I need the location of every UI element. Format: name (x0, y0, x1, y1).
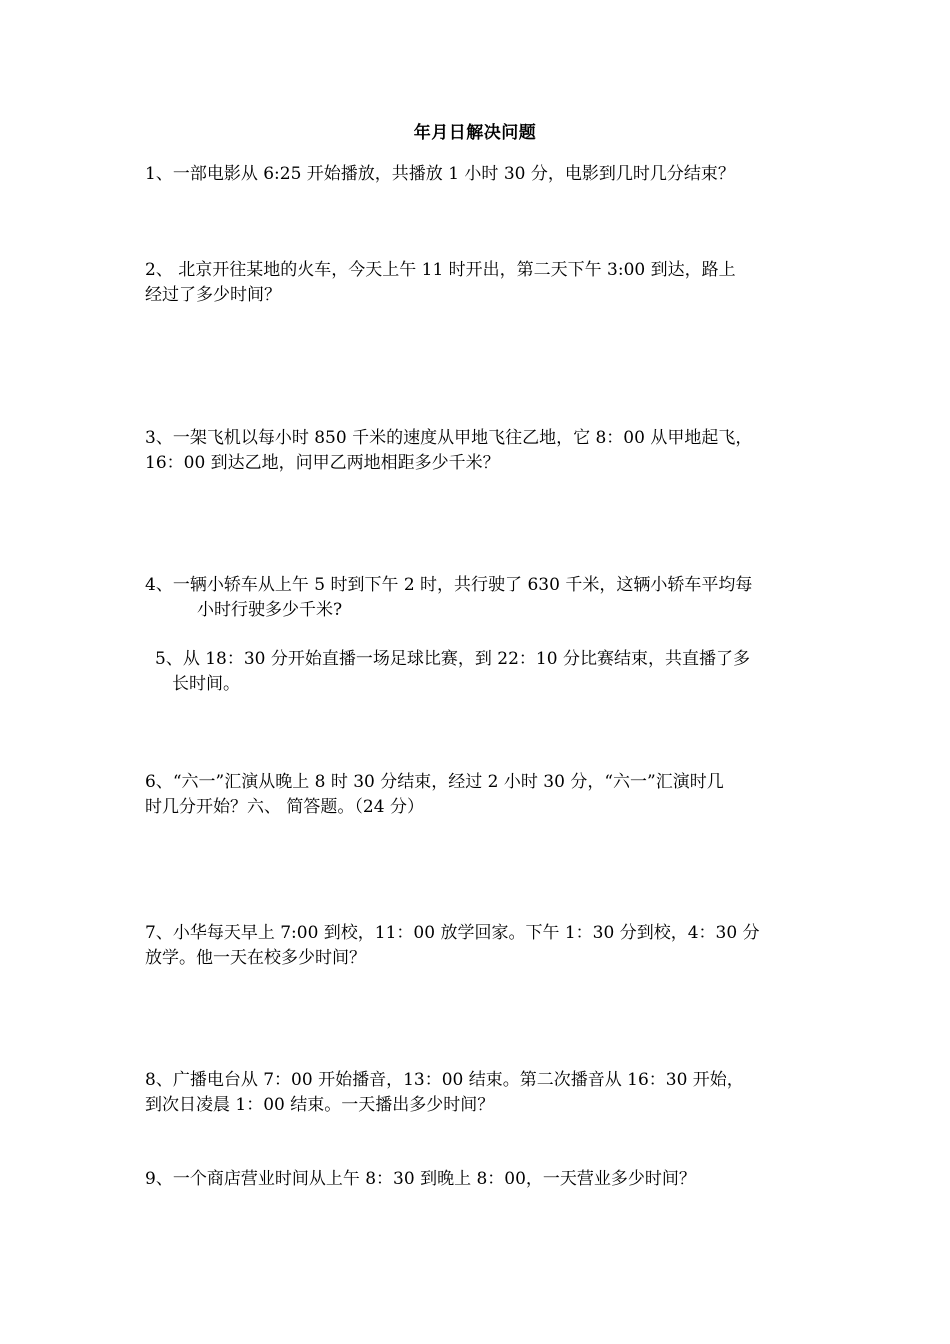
question-5 (155, 647, 750, 697)
question-9-line-1: 9、一个商店营业时间从上午 8：30 到晚上 8：00，一天营业多少时间？ (145, 1169, 696, 1189)
page-title: 年月日解决问题 (413, 123, 537, 143)
question-4 (145, 573, 752, 623)
question-5-line-2: 长时间。 (172, 674, 240, 694)
question-2-line-2: 经过了多少时间？ (145, 285, 281, 305)
question-3-line-2: 16：00 到达乙地，问甲乙两地相距多少千米？ (145, 453, 500, 473)
question-2-line-1: 2、 北京开往某地的火车，今天上午 11 时开出，第二天下午 3:00 到达，路上 (145, 260, 736, 280)
question-8-line-2: 到次日凌晨 1：00 结束。一天播出多少时间？ (145, 1095, 495, 1115)
question-7-line-1: 7、小华每天早上 7:00 到校，11：00 放学回家。下午 1：30 分到校，4：30 分 (145, 923, 760, 943)
question-1-line-1: 1、一部电影从 6:25 开始播放，共播放 1 小时 30 分，电影到几时几分结束？ (145, 164, 735, 184)
question-3 (145, 426, 752, 476)
question-2 (145, 258, 736, 308)
question-3-line-1: 3、一架飞机以每小时 850 千米的速度从甲地飞往乙地，它 8：00 从甲地起飞， (145, 428, 753, 448)
question-7 (145, 921, 760, 971)
question-6-line-2: 时几分开始？六、 简答题。（24 分） (145, 797, 424, 817)
question-9 (145, 1167, 696, 1192)
question-5-line-1: 5、从 18：30 分开始直播一场足球比赛，到 22：10 分比赛结束，共直播了多 (155, 649, 750, 669)
question-8 (145, 1068, 744, 1118)
question-1 (145, 162, 735, 187)
question-4-line-2: 小时行驶多少千米? (197, 600, 343, 620)
question-8-line-1: 8、广播电台从 7：00 开始播音，13：00 结束。第二次播音从 16：30 开始， (145, 1070, 744, 1090)
question-4-line-1: 4、一辆小轿车从上午 5 时到下午 2 时，共行驶了 630 千米，这辆小轿车平均每 (145, 575, 753, 595)
question-7-line-2: 放学。他一天在校多少时间？ (145, 948, 366, 968)
question-6-line-1: 6、“六一”汇演从晚上 8 时 30 分结束，经过 2 小时 30 分，“六一”汇演时几 (145, 772, 724, 792)
question-6 (145, 770, 724, 820)
